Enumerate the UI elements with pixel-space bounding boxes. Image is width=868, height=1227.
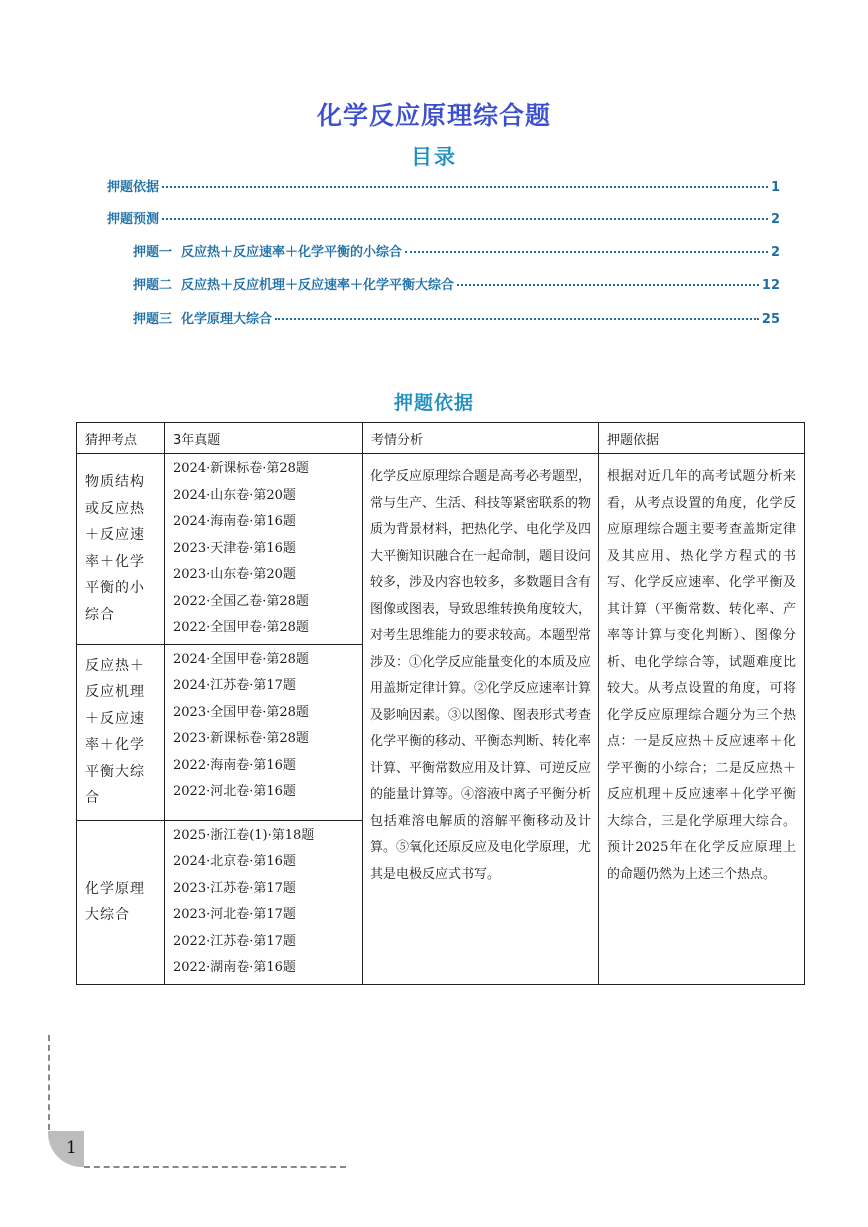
basis-cell: 根据对近几年的高考试题分析来看，从考点设置的角度，化学反应原理综合题主要考查盖斯定律及其应用、热化学方程式的书写、化学反应速率、化学平衡及其计算（平衡常数、转化率、产率等计算与变化判断）、图像分析、电化学综合等，试题难度比较大。从考点设置的角度，可将化学反应原理综合题分为三个热点：一是反应热＋反应速率＋化学平衡的小综合；二是反应热＋反应机理＋反应速率＋化学平衡大综合，三是化学原理大综合。预计2025年在化学反应原理上的命题仍然为上述三个热点。 [599, 454, 805, 985]
exam-item: 2025·浙江卷(1)·第18题 [173, 827, 315, 843]
toc-entry-page: 12 [761, 278, 780, 293]
toc-heading: 目录 [411, 145, 457, 169]
exam-item: 2024·海南卷·第16题 [173, 514, 296, 529]
exam-item: 2023·河北卷·第17题 [173, 907, 296, 922]
document-title: 化学反应原理综合题 [316, 101, 551, 130]
exam-item: 2022·全国甲卷·第28题 [173, 620, 309, 635]
exam-item: 2023·江苏卷·第17题 [173, 880, 296, 896]
exam-item: 2022·河北卷·第16题 [173, 784, 296, 799]
toc-leader-dots [275, 318, 759, 320]
toc-entry-label: 押题三 化学原理大综合 [133, 312, 273, 327]
exam-item: 2022·湖南卷·第16题 [173, 960, 296, 975]
section-heading: 押题依据 [393, 392, 474, 414]
toc-entry-topic-3[interactable] [133, 308, 780, 328]
column-header: 猜押考点 [77, 423, 165, 454]
toc-entry-topic-1[interactable] [133, 241, 780, 261]
exam-item: 2024·全国甲卷·第28题 [173, 651, 309, 667]
page-corner-dashed-line [48, 1035, 50, 1130]
toc-entry-label: 押题预测 [107, 212, 160, 227]
exam-item: 2023·天津卷·第16题 [173, 540, 296, 556]
exam-item: 2023·山东卷·第20题 [173, 567, 296, 582]
toc-entry-topic-2[interactable] [133, 274, 780, 294]
toc-entry-prediction[interactable] [107, 208, 780, 228]
exam-item: 2022·全国乙卷·第28题 [173, 593, 309, 609]
toc-entry-page: 25 [761, 312, 780, 327]
toc-entry-basis[interactable] [107, 176, 780, 196]
table-header-row [77, 423, 805, 454]
toc-entry-label: 押题依据 [107, 180, 160, 195]
toc-leader-dots [457, 284, 759, 286]
exam-item: 2022·海南卷·第16题 [173, 757, 296, 773]
exam-item: 2024·江苏卷·第17题 [173, 678, 296, 693]
analysis-cell: 化学反应原理综合题是高考必考题型，常与生产、生活、科技等紧密联系的物质为背景材料，把热化学、电化学及四大平衡知识融合在一起命制，题目设问较多，涉及内容也较多，多数题目含有图像或图表，导致思维转换角度较大，对考生思维能力的要求较高。本题型常涉及：①化学反应能量变化的本质及应用盖斯定律计算。②化学反应速率计算及影响因素。③以图像、图表形式考查化学平衡的移动、平衡态判断、转化率计算、平衡常数应用及计算、可逆反应的能量计算等。④溶液中离子平衡分析包括难溶电解质的溶解平衡移动及计算。⑤氧化还原反应及电化学原理，尤其是电极反应式书写。 [363, 454, 599, 985]
table-row [77, 454, 805, 645]
exam-item: 2023·新课标卷·第28题 [173, 731, 309, 746]
topic-cell: 物质结构或反应热＋反应速率＋化学平衡的小综合 [77, 454, 165, 645]
years-cell [165, 454, 363, 645]
column-header: 押题依据 [599, 423, 805, 454]
footer-dashed-line [84, 1166, 346, 1168]
exam-item: 2023·全国甲卷·第28题 [173, 704, 309, 720]
toc-leader-dots [405, 251, 768, 253]
years-cell [165, 820, 363, 984]
exam-item: 2024·北京卷·第16题 [173, 854, 296, 869]
toc-leader-dots [162, 218, 768, 220]
column-header: 考情分析 [363, 423, 599, 454]
toc-entry-page: 2 [770, 212, 780, 227]
basis-table [76, 422, 805, 985]
column-header: 3年真题 [165, 423, 363, 454]
toc-entry-label: 押题一 反应热＋反应速率＋化学平衡的小综合 [133, 245, 403, 260]
topic-cell: 化学原理大综合 [77, 820, 165, 984]
exam-item: 2024·山东卷·第20题 [173, 487, 296, 503]
exam-item: 2024·新课标卷·第28题 [173, 461, 309, 476]
toc-leader-dots [162, 186, 768, 188]
toc-entry-label: 押题二 反应热＋反应机理＋反应速率＋化学平衡大综合 [133, 278, 455, 293]
page-number: 1 [66, 1138, 77, 1158]
exam-item: 2022·江苏卷·第17题 [173, 933, 296, 949]
years-cell [165, 644, 363, 820]
topic-cell: 反应热＋反应机理＋反应速率＋化学平衡大综合 [77, 644, 165, 820]
toc-entry-page: 2 [770, 245, 780, 260]
toc-entry-page: 1 [770, 180, 780, 195]
